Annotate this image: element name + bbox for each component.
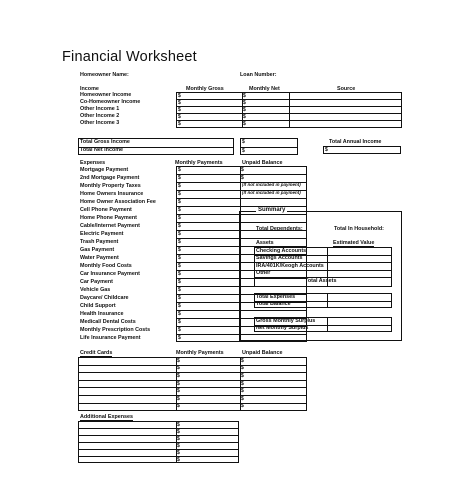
currency-symbol: $ xyxy=(241,175,244,181)
currency-symbol: $ xyxy=(177,380,180,387)
currency-symbol: $ xyxy=(241,373,244,379)
currency-symbol: $ xyxy=(177,442,180,449)
expense-payment-field[interactable] xyxy=(177,222,239,230)
expense-payment-field[interactable] xyxy=(177,310,239,318)
source-field[interactable] xyxy=(289,99,401,106)
currency-symbol: $ xyxy=(242,147,245,154)
homeowner-name-label: Homeowner Name: xyxy=(80,72,129,78)
expense-row-label: 2nd Mortgage Payment xyxy=(80,174,140,181)
currency-symbol: $ xyxy=(243,99,246,106)
currency-symbol: $ xyxy=(178,215,181,221)
asset-row-label: Savings Accounts xyxy=(256,255,303,262)
additional-expense-amount-field[interactable] xyxy=(176,435,238,442)
row-divider xyxy=(176,120,402,121)
credit-card-name-field[interactable] xyxy=(79,403,175,411)
credit-card-payment-field[interactable] xyxy=(176,395,239,403)
currency-symbol: $ xyxy=(243,120,246,127)
currency-symbol: $ xyxy=(177,365,180,372)
expense-payment-field[interactable] xyxy=(177,270,239,278)
expense-row-label: Monthly Property Taxes xyxy=(80,182,141,189)
insurance-payment-note: (If not included in payment) xyxy=(242,190,301,195)
income-row-label: Homeowner Income xyxy=(80,92,132,98)
currency-symbol: $ xyxy=(177,435,180,442)
credit-card-payment-field[interactable] xyxy=(176,372,239,380)
currency-symbol: $ xyxy=(178,92,181,99)
expense-payment-field[interactable] xyxy=(177,182,239,190)
currency-symbol: $ xyxy=(178,183,181,189)
total-balance-label: Total Balance xyxy=(256,301,291,307)
currency-symbol: $ xyxy=(243,106,246,113)
total-gross-income-label: Total Gross Income xyxy=(80,139,130,145)
currency-symbol: $ xyxy=(178,113,181,120)
currency-symbol: $ xyxy=(177,395,180,402)
row-divider xyxy=(176,198,307,199)
currency-symbol: $ xyxy=(178,247,181,253)
total-annual-income-label: Total Annual Income xyxy=(329,139,382,145)
monthly-gross-field[interactable] xyxy=(177,113,241,120)
expense-payment-field[interactable] xyxy=(177,278,239,286)
currency-symbol: $ xyxy=(241,365,244,372)
expense-row-label: Health Insurance xyxy=(80,310,124,317)
monthly-net-field[interactable] xyxy=(242,99,288,106)
row-divider xyxy=(78,403,307,404)
tax-payment-note: (If not included in payment) xyxy=(242,182,301,187)
credit-card-payment-field[interactable] xyxy=(176,403,239,411)
expense-row-label: Vehicle Gas xyxy=(80,286,111,293)
row-divider xyxy=(254,255,392,256)
currency-symbol: $ xyxy=(241,395,244,402)
expense-row-label: Water Payment xyxy=(80,254,119,261)
credit-card-balance-field[interactable] xyxy=(240,372,306,380)
currency-symbol: $ xyxy=(242,139,245,146)
gross-monthly-surplus-label: Gross Monthly Surplus xyxy=(256,318,316,324)
expense-payment-field[interactable] xyxy=(177,246,239,254)
total-annual-income-field[interactable] xyxy=(323,146,401,154)
currency-symbol: $ xyxy=(178,191,181,197)
income-row-label: Co-Homeowner Income xyxy=(80,99,141,105)
source-field[interactable] xyxy=(289,120,401,127)
currency-symbol: $ xyxy=(178,106,181,113)
additional-expense-name-field[interactable] xyxy=(79,449,175,456)
currency-symbol: $ xyxy=(178,255,181,261)
expenses-heading: Expenses xyxy=(80,160,106,166)
monthly-net-field[interactable] xyxy=(242,92,288,99)
credit-card-name-field[interactable] xyxy=(79,387,175,395)
expense-balance-field[interactable] xyxy=(240,198,306,206)
additional-expense-name-field[interactable] xyxy=(79,435,175,442)
income-row-label: Other Income 1 xyxy=(80,106,120,112)
currency-symbol: $ xyxy=(178,207,181,213)
row-divider xyxy=(78,435,239,436)
monthly-gross-field[interactable] xyxy=(177,106,241,113)
currency-symbol: $ xyxy=(178,239,181,245)
expense-payment-field[interactable] xyxy=(177,326,239,334)
credit-card-name-field[interactable] xyxy=(79,372,175,380)
income-row-label: Other Income 3 xyxy=(80,120,120,126)
credit-card-balance-field[interactable] xyxy=(240,387,306,395)
additional-expense-amount-field[interactable] xyxy=(176,449,238,456)
row-divider xyxy=(78,365,307,366)
expense-row-label: Child Support xyxy=(80,302,116,309)
expense-payment-field[interactable] xyxy=(177,166,239,174)
additional-expense-amount-field[interactable] xyxy=(176,456,238,463)
currency-symbol: $ xyxy=(177,357,180,364)
income-totals-value-box[interactable] xyxy=(240,138,298,155)
monthly-net-field[interactable] xyxy=(242,106,288,113)
row-divider xyxy=(254,262,392,263)
total-in-household-label: Total In Household: xyxy=(334,226,384,232)
expense-balance-field[interactable] xyxy=(240,166,306,174)
expense-row-label: Life Insurance Payment xyxy=(80,334,141,341)
expense-payment-field[interactable] xyxy=(177,286,239,294)
credit-card-balance-field[interactable] xyxy=(240,357,306,365)
monthly-gross-header: Monthly Gross xyxy=(186,86,224,92)
credit-unpaid-balance-header: Unpaid Balance xyxy=(242,350,283,356)
currency-symbol: $ xyxy=(178,287,181,293)
expense-row-label: Daycare/ Childcare xyxy=(80,294,129,301)
expense-row-label: Cable/Internet Payment xyxy=(80,222,140,229)
expense-payment-field[interactable] xyxy=(177,302,239,310)
currency-symbol: $ xyxy=(241,380,244,387)
currency-symbol: $ xyxy=(177,421,180,428)
expense-row-label: Home Phone Payment xyxy=(80,214,137,221)
row-divider xyxy=(176,113,402,114)
currency-symbol: $ xyxy=(177,428,180,435)
summary-heading: Summary xyxy=(258,207,286,213)
expense-row-label: Trash Payment xyxy=(80,238,119,245)
row-divider xyxy=(78,387,307,388)
expense-payment-field[interactable] xyxy=(177,190,239,198)
credit-monthly-payments-header: Monthly Payments xyxy=(176,350,224,356)
expense-row-label: Home Owners Insurance xyxy=(80,190,144,197)
expense-row-label: Car Payment xyxy=(80,278,113,285)
expense-row-label: Electric Payment xyxy=(80,230,124,237)
currency-symbol: $ xyxy=(177,388,180,395)
total-expenses-label: Total Expenses xyxy=(256,294,296,300)
credit-card-balance-field[interactable] xyxy=(240,395,306,403)
total-assets-label: Total Assets xyxy=(305,278,337,284)
row-divider xyxy=(78,442,239,443)
assets-heading: Assets xyxy=(256,240,274,246)
row-divider xyxy=(78,428,239,429)
additional-expense-name-field[interactable] xyxy=(79,421,175,428)
expense-payment-field[interactable] xyxy=(177,262,239,270)
expense-row-label: Car Insurance Payment xyxy=(80,270,140,277)
expense-row-label: Home Owner Association Fee xyxy=(80,198,156,205)
currency-symbol: $ xyxy=(178,311,181,317)
additional-expense-amount-field[interactable] xyxy=(176,442,238,449)
expense-payment-field[interactable] xyxy=(177,214,239,222)
expense-payment-field[interactable] xyxy=(177,334,239,342)
expense-balance-field[interactable] xyxy=(240,174,306,182)
currency-symbol: $ xyxy=(325,147,328,154)
expense-payment-field[interactable] xyxy=(177,174,239,182)
expense-payment-field[interactable] xyxy=(177,294,239,302)
currency-symbol: $ xyxy=(177,449,180,456)
row-divider xyxy=(176,106,402,107)
credit-card-payment-field[interactable] xyxy=(176,387,239,395)
income-row-label: Other Income 2 xyxy=(80,113,120,119)
expense-payment-field[interactable] xyxy=(177,230,239,238)
additional-expense-amount-field[interactable] xyxy=(176,428,238,435)
currency-symbol: $ xyxy=(178,167,181,173)
expense-row-label: Cell Phone Payment xyxy=(80,206,132,213)
additional-expense-name-field[interactable] xyxy=(79,442,175,449)
currency-symbol: $ xyxy=(178,223,181,229)
currency-symbol: $ xyxy=(178,263,181,269)
source-field[interactable] xyxy=(289,113,401,120)
asset-value-field[interactable] xyxy=(327,270,391,278)
source-field[interactable] xyxy=(289,106,401,113)
expenses-unpaid-balance-header: Unpaid Balance xyxy=(242,160,283,166)
currency-symbol: $ xyxy=(178,327,181,333)
currency-symbol: $ xyxy=(178,231,181,237)
currency-symbol: $ xyxy=(178,303,181,309)
expenses-monthly-payments-header: Monthly Payments xyxy=(175,160,223,166)
expense-payment-field[interactable] xyxy=(177,206,239,214)
credit-card-name-field[interactable] xyxy=(79,395,175,403)
currency-symbol: $ xyxy=(178,319,181,325)
credit-card-name-field[interactable] xyxy=(79,365,175,373)
additional-expense-name-field[interactable] xyxy=(79,456,175,463)
credit-card-name-field[interactable] xyxy=(79,357,175,365)
currency-symbol: $ xyxy=(241,388,244,395)
currency-symbol: $ xyxy=(177,456,180,463)
expense-payment-field[interactable] xyxy=(177,198,239,206)
page-title: Financial Worksheet xyxy=(62,49,197,65)
expense-row-label: Monthly Prescription Costs xyxy=(80,326,151,333)
credit-cards-heading: Credit Cards xyxy=(80,350,113,356)
credit-card-payment-field[interactable] xyxy=(176,380,239,388)
asset-row-label: Checking Accounts xyxy=(256,247,307,254)
credit-card-payment-field[interactable] xyxy=(176,357,239,365)
total-dependents-label: Total Dependents: xyxy=(256,226,303,232)
currency-symbol: $ xyxy=(243,113,246,120)
loan-number-label: Loan Number: xyxy=(240,72,277,78)
currency-symbol: $ xyxy=(243,92,246,99)
expense-row-label: Medical/ Dental Costs xyxy=(80,318,136,325)
row-divider xyxy=(78,372,307,373)
monthly-gross-field[interactable] xyxy=(177,120,241,127)
credit-card-payment-field[interactable] xyxy=(176,365,239,373)
asset-value-field[interactable] xyxy=(327,255,391,263)
credit-card-balance-field[interactable] xyxy=(240,365,306,373)
monthly-net-field[interactable] xyxy=(242,120,288,127)
currency-symbol: $ xyxy=(178,99,181,106)
additional-expense-amount-field[interactable] xyxy=(176,421,238,428)
row-divider xyxy=(78,456,239,457)
row-divider xyxy=(78,380,307,381)
row-divider xyxy=(78,449,239,450)
monthly-gross-field[interactable] xyxy=(177,92,241,99)
row-divider xyxy=(78,395,307,396)
monthly-gross-field[interactable] xyxy=(177,99,241,106)
row-divider xyxy=(176,174,307,175)
expense-payment-field[interactable] xyxy=(177,318,239,326)
currency-symbol: $ xyxy=(178,279,181,285)
currency-symbol: $ xyxy=(178,271,181,277)
currency-symbol: $ xyxy=(241,357,244,364)
source-field[interactable] xyxy=(289,92,401,99)
expense-payment-field[interactable] xyxy=(177,254,239,262)
asset-value-field[interactable] xyxy=(327,262,391,270)
row-divider xyxy=(176,99,402,100)
currency-symbol: $ xyxy=(177,373,180,379)
asset-row-label: Other xyxy=(256,270,271,277)
estimated-value-heading: Estimated Value xyxy=(333,240,375,246)
currency-symbol: $ xyxy=(241,167,244,173)
currency-symbol: $ xyxy=(178,120,181,127)
currency-symbol: $ xyxy=(177,403,180,410)
net-monthly-surplus-label: Net Monthly Surplus xyxy=(256,325,309,331)
currency-symbol: $ xyxy=(178,175,181,181)
currency-symbol: $ xyxy=(178,199,181,205)
expense-row-label: Mortgage Payment xyxy=(80,166,129,173)
expense-row-label: Gas Payment xyxy=(80,246,115,253)
total-net-income-label: Total Net Income xyxy=(80,147,124,153)
currency-symbol: $ xyxy=(178,295,181,301)
source-header: Source xyxy=(337,86,356,92)
monthly-net-field[interactable] xyxy=(242,113,288,120)
currency-symbol: $ xyxy=(241,403,244,410)
row-divider xyxy=(254,270,392,271)
asset-row-label: IRA/401K/Keogh Accounts xyxy=(256,262,324,269)
additional-expenses-heading: Additional Expenses xyxy=(80,414,134,420)
credit-card-balance-field[interactable] xyxy=(240,380,306,388)
expense-payment-field[interactable] xyxy=(177,238,239,246)
credit-card-balance-field[interactable] xyxy=(240,403,306,411)
asset-value-field[interactable] xyxy=(327,247,391,255)
currency-symbol: $ xyxy=(178,335,181,341)
additional-expense-name-field[interactable] xyxy=(79,428,175,435)
income-heading: Income xyxy=(80,86,99,92)
credit-card-name-field[interactable] xyxy=(79,380,175,388)
expense-row-label: Monthly Food Costs xyxy=(80,262,132,269)
monthly-net-header: Monthly Net xyxy=(249,86,280,92)
